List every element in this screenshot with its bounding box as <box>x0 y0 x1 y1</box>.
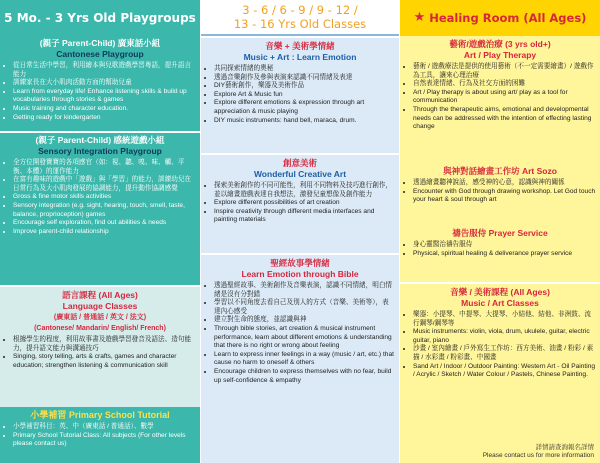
music-art-title-zh: 音樂 + 美術學情緒 <box>265 41 335 51</box>
list-item: • Physical, spiritual healing & deliverance prayer service <box>413 250 596 259</box>
prayer-service-section <box>400 226 600 282</box>
list-item: • DIY藝術創作，樂器及美術作品 <box>214 82 395 91</box>
contact-note-zh: 詳情請查詢報名詳情 <box>535 444 594 451</box>
therapy-title-en: Art / Play Therapy <box>463 50 537 60</box>
list-item: • Improve parent-child relationship <box>13 228 196 237</box>
healing-room-header <box>400 0 600 36</box>
list-item: • Explore Art & Music fun <box>214 91 395 100</box>
classes-title-en: Music / Art Classes <box>461 298 539 308</box>
language-subtitle-en: (Cantonese/ Mandarin/ English/ French) <box>34 325 166 332</box>
list-item: • Music training and character education. <box>13 105 196 114</box>
list-item: • 從日常生活中學習，利用繪本與兒歌遊戲學習粵語，提升語言能力 <box>13 62 196 79</box>
art-sozo-list <box>400 179 600 205</box>
language-title-en: Language Classes <box>62 301 138 311</box>
list-item: • Gross & fine motor skills activities <box>13 193 196 202</box>
list-item: • 根據學生的程度，利用故事書及遊戲學習發音及語法、造句能力，提升語文能力與溝通技巧 <box>13 336 196 353</box>
music-art-title-en: Music + Art : Learn Emotion <box>243 52 357 62</box>
creative-art-title-en: Wonderful Creative Art <box>253 169 347 179</box>
list-item: • Primary School Tutorial Class: All subjects (For other levels please contact us) <box>13 432 196 449</box>
list-item: • 藝術 / 遊戲療法是提供的使用藝術（不一定需要繪畫）/ 遊戲作為工具，讓來心理治療 <box>413 63 596 80</box>
list-item: • Explore different emotions & expression through art appreciation & music playing <box>214 99 395 116</box>
language-classes-section <box>0 287 200 407</box>
sensory-title-en: Sensory Integration Playgroup <box>38 146 162 156</box>
cantonese-list <box>0 62 200 122</box>
bible-title-en: Learn Emotion through Bible <box>241 269 359 279</box>
list-item: • Sand Art / Indoor / Outdoor Painting: Western Art - Oil Painting / Acrylic / Sketch / Water Colour / Pastels, Chinese Painting. <box>413 363 596 380</box>
list-item: • Explore different possibilities of art creation <box>214 199 395 208</box>
classes-title-zh: 音樂 / 美術課程 (All Ages) <box>450 287 550 297</box>
list-item: • 探索美術創作的不同可能性，利用不同物料及技巧進行創作，並以繪畫遊戲表達自我想法，激發兒童想像及創作能力 <box>214 182 395 199</box>
cantonese-title-zh: (親子 Parent-Child) 廣東話小組 <box>39 38 161 48</box>
list-item: • Singing, story telling, arts & crafts, games and character education; strengthen listening & communication skill <box>13 353 196 370</box>
contact-note <box>483 444 594 460</box>
sensory-playgroup-section <box>0 131 200 285</box>
classes-header-line2: 13 - 16 Yrs Old Classes <box>233 17 367 31</box>
music-art-emotion-section <box>201 38 399 153</box>
list-item: • DIY music instruments: hand bell, maraca, drum. <box>214 117 395 126</box>
list-item: • Music instruments: violin, viola, drum, ukulele, guitar, electric guitar, piano <box>413 328 596 345</box>
column-classes <box>200 0 400 463</box>
music-art-classes-list <box>400 311 600 380</box>
contact-note-en: Please contact us for more information <box>482 452 594 459</box>
music-art-classes-section <box>400 284 600 463</box>
column-healing-room <box>400 0 600 463</box>
cantonese-playgroup-section <box>0 36 200 131</box>
bible-title-zh: 聖經故事學情緒 <box>270 258 330 268</box>
tutorial-list <box>0 423 200 449</box>
prayer-title: 禱告服侍 Prayer Service <box>452 228 548 238</box>
list-item: • 樂器：小提琴、中提琴、大提琴、小結他、結他、非洲鼓、流行鋼琴/鋼琴等 <box>413 311 596 328</box>
list-item: • Inspire creativity through different media interfaces and painting materials <box>214 208 395 225</box>
art-play-therapy-section <box>400 36 600 164</box>
list-item: • 在富有趣味的遊戲中「遊戲」與「學習」的能力，訓練幼兒在日常行為及大小肌肉發展的協調能力，提升動作協調感覺 <box>13 176 196 193</box>
list-item: • 訓練家長在大小肌肉活動方面的幫助兒童 <box>13 79 196 88</box>
list-item: • 學習以不同角度去看自己及別人的方式（音樂、美術等），表達內心感受 <box>214 299 395 316</box>
primary-tutorial-section <box>0 407 200 463</box>
column-playgroups <box>0 0 200 463</box>
list-item: • Sensory integration (e.g. sight, hearing, touch, smell, taste, balance, proprioception) games <box>13 202 196 219</box>
list-item: • Through the therapeutic aims, emotional and developmental needs can be addressed with the intention of effecting lasting change <box>413 106 596 132</box>
playgroups-header <box>0 0 200 36</box>
music-art-list <box>201 65 399 125</box>
creative-art-title-zh: 創意美術 <box>282 158 317 168</box>
sensory-list <box>0 159 200 236</box>
healing-room-header-text: Healing Room (All Ages) <box>429 11 587 25</box>
therapy-list <box>400 63 600 132</box>
cantonese-title-en: Cantonese Playgroup <box>56 49 144 59</box>
list-item: • 透過音樂創作及參與表演來認識不同情緒及表達 <box>214 74 395 83</box>
art-sozo-title: 與神對話繪畫工作坊 Art Sozo <box>443 166 557 176</box>
classes-header <box>201 0 399 36</box>
list-item: • Getting ready for kindergarten <box>13 114 196 123</box>
list-item: • 身心靈醫治禱告服侍 <box>413 241 596 250</box>
list-item: • 建立對生命的態度，並認識與神 <box>214 316 395 325</box>
list-item: • Through bible stories, art creation & musical instrument performance, learn about different emotions & understanding that there is no right or wrong about feeling <box>214 325 395 351</box>
creative-art-section <box>201 155 399 253</box>
list-item: • 透過聖經故事、美術創作及音樂表演，認識不同情緒，明白情緒是沒有分對錯 <box>214 282 395 299</box>
list-item: • 共同探索情緒的奧秘 <box>214 65 395 74</box>
list-item: • 沙畫 / 室內繪畫 / 戶外寫生工作坊：西方美術、油畫 / 粉彩 / 素描 / 水彩畫 / 粉彩畫、中國畫 <box>413 345 596 362</box>
prayer-list <box>400 241 600 258</box>
playgroups-header-text: 5 Mo. - 3 Yrs Old Playgroups <box>4 11 196 25</box>
bible-list <box>201 282 399 385</box>
list-item: • 自然表達情緒、行為及社交方面的困難 <box>413 80 596 89</box>
language-title-zh: 語言課程 (All Ages) <box>62 290 138 300</box>
bible-emotion-section <box>201 255 399 463</box>
list-item: • Art / Play therapy is about using art/ play as a tool for communication <box>413 89 596 106</box>
creative-art-list <box>201 182 399 225</box>
list-item: • 小學補習科目：英、中（廣東話 / 普通話）、數學 <box>13 423 196 432</box>
classes-header-line1: 3 - 6 / 6 - 9 / 9 - 12 / <box>242 3 358 17</box>
list-item: • 透過繪畫聽神說話，感受神的心意，認識與神的關係 <box>413 179 596 188</box>
list-item: • 全方位開發寶寶的各項感官（如：視、聽、嗅、味、觸、平衡、本體）的運作能力 <box>13 159 196 176</box>
language-list <box>0 336 200 370</box>
language-subtitle-zh: (廣東話 / 普通話 / 英文 / 法文) <box>53 314 147 321</box>
sensory-title-zh: (親子 Parent-Child) 感統遊戲小組 <box>35 135 165 145</box>
list-item: • Encounter with God through drawing workshop. Let God touch your heart & soul through art <box>413 188 596 205</box>
tutorial-title: 小學補習 Primary School Tutorial <box>30 410 170 420</box>
list-item: • Learn to express inner feelings in a way (music / art, etc.) that cause no harm to oneself & others <box>214 351 395 368</box>
therapy-title-zh: 藝術/遊戲治療 (3 yrs old+) <box>449 39 551 49</box>
art-sozo-section <box>400 164 600 226</box>
list-item: • Encourage children to express themselves with no fear, build up self-confidence & empathy <box>214 368 395 385</box>
list-item: • Learn from everyday life! Enhance listening skills & build up vocabularies through stories & games <box>13 88 196 105</box>
star-icon: ★ <box>413 10 426 25</box>
list-item: • Encourage self exploration, find out abilities & needs <box>13 219 196 228</box>
